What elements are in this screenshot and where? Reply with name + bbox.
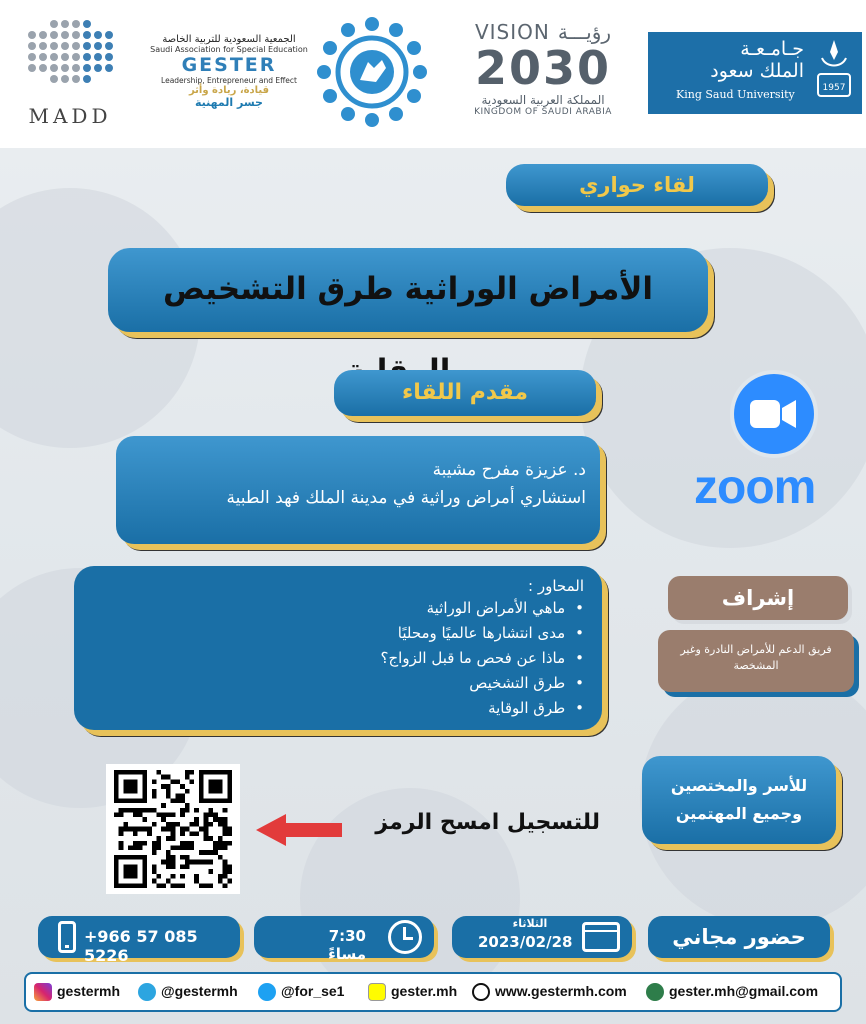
madd-dot bbox=[83, 64, 91, 72]
madd-dot bbox=[39, 31, 47, 39]
phone-number: +966 57 085 5226 bbox=[84, 927, 198, 965]
calendar-icon bbox=[582, 922, 620, 952]
event-time: 7:30 مساءً bbox=[328, 927, 366, 963]
speaker-role: استشاري أمراض وراثية في مدينة الملك فهد الطبية bbox=[226, 488, 586, 508]
logo-strip bbox=[0, 0, 866, 148]
vision-word: VISION bbox=[474, 20, 550, 44]
madd-dot bbox=[50, 75, 58, 83]
contact-label: www.gestermh.com bbox=[495, 983, 627, 999]
madd-dot bbox=[61, 42, 69, 50]
audience-line1: للأسر والمختصين bbox=[670, 776, 808, 795]
madd-dot bbox=[94, 42, 102, 50]
madd-dot bbox=[50, 64, 58, 72]
madd-dot bbox=[105, 64, 113, 72]
ksu-en-name: King Saud University bbox=[676, 88, 795, 101]
speaker-name: د. عزيزة مفرح مشيبة bbox=[432, 460, 586, 480]
madd-dot bbox=[105, 53, 113, 61]
supervision-label: إشراف bbox=[721, 586, 795, 610]
gester-tagline-en: Leadership, Entrepreneur and Effect bbox=[161, 76, 297, 85]
madd-dot bbox=[28, 53, 36, 61]
twitter-icon bbox=[258, 983, 276, 1001]
madd-dot bbox=[50, 42, 58, 50]
presenter-label: مقدم اللقاء bbox=[401, 380, 529, 405]
web-icon bbox=[472, 983, 490, 1001]
event-title-pill bbox=[108, 248, 708, 332]
madd-dot bbox=[72, 64, 80, 72]
gester-ar-name: الجمعية السعودية للتربية الخاصة bbox=[162, 34, 296, 45]
madd-dot bbox=[83, 53, 91, 61]
register-instruction: للتسجيل امسح الرمز bbox=[375, 810, 600, 835]
madd-dot bbox=[83, 42, 91, 50]
ksu-ar-name bbox=[654, 38, 804, 82]
list-item: • ماهي الأمراض الوراثية bbox=[84, 596, 584, 621]
madd-dot bbox=[61, 31, 69, 39]
madd-dot bbox=[61, 53, 69, 61]
topics-label: المحاور : bbox=[528, 577, 584, 595]
madd-dot bbox=[105, 31, 113, 39]
gester-brand: GESTER bbox=[181, 54, 277, 76]
madd-dot bbox=[28, 42, 36, 50]
attendance-pill bbox=[648, 916, 830, 958]
event-type: لقاء حواري bbox=[579, 173, 695, 197]
madd-dot bbox=[94, 53, 102, 61]
madd-dot bbox=[28, 31, 36, 39]
contact-twitter[interactable] bbox=[258, 983, 344, 1003]
zoom-wordmark: zoom bbox=[694, 461, 816, 514]
date-pill bbox=[452, 916, 632, 958]
madd-dots-icon bbox=[28, 20, 112, 90]
madd-dot bbox=[105, 42, 113, 50]
vision-year: 2030 bbox=[474, 41, 612, 95]
kingdom-en: KINGDOM OF SAUDI ARABIA bbox=[474, 107, 612, 117]
madd-dot bbox=[72, 20, 80, 28]
qr-code-icon bbox=[112, 770, 234, 888]
vision-2030-logo bbox=[458, 20, 628, 130]
topics-box bbox=[74, 566, 602, 730]
attendance-text: حضور مجاني bbox=[672, 925, 806, 949]
clock-icon bbox=[388, 920, 422, 954]
topics-list bbox=[84, 596, 584, 721]
ksu-ar-line2: الملك سعود bbox=[710, 60, 804, 82]
madd-dot bbox=[50, 20, 58, 28]
zoom-camera-icon bbox=[734, 374, 814, 454]
madd-dot bbox=[83, 75, 91, 83]
contacts-bar bbox=[24, 972, 842, 1012]
madd-dot bbox=[94, 64, 102, 72]
event-title: الأمراض الوراثية طرق التشخيص bbox=[162, 271, 654, 307]
ksu-seal-icon bbox=[812, 38, 856, 102]
event-day: الثلاثاء bbox=[512, 917, 548, 930]
vision-ar: رؤيـــة bbox=[557, 20, 612, 44]
gester-tagline-ar: قيادة، ريادة وأثر bbox=[188, 85, 270, 96]
contact-label: gester.mh bbox=[391, 983, 458, 999]
phone-icon bbox=[58, 921, 76, 953]
ksu-ar-line1: جـامـعـة bbox=[740, 38, 804, 60]
contact-email[interactable] bbox=[646, 983, 818, 1003]
contact-label: gestermh bbox=[57, 983, 121, 999]
madd-dot bbox=[72, 42, 80, 50]
event-date: 2023/02/28 bbox=[478, 933, 573, 951]
madd-dot bbox=[61, 64, 69, 72]
event-type-pill bbox=[506, 164, 768, 206]
madd-dot bbox=[94, 31, 102, 39]
contact-instagram[interactable] bbox=[34, 983, 120, 1003]
arrow-left-icon bbox=[254, 810, 344, 850]
madd-dot bbox=[72, 53, 80, 61]
madd-dot bbox=[39, 42, 47, 50]
madd-dot bbox=[83, 31, 91, 39]
gester-bridge-ar: جسر المهنية bbox=[195, 96, 263, 109]
contact-website[interactable] bbox=[472, 983, 627, 1003]
list-item: • طرق الوقاية bbox=[84, 696, 584, 721]
madd-dot bbox=[61, 20, 69, 28]
contact-telegram[interactable] bbox=[138, 983, 238, 1003]
contact-snapchat[interactable] bbox=[368, 983, 457, 1003]
madd-dot bbox=[83, 20, 91, 28]
madd-dot bbox=[72, 31, 80, 39]
list-item: • ماذا عن فحص ما قبل الزواج؟ bbox=[84, 646, 584, 671]
audience-box bbox=[642, 756, 836, 844]
gester-en-name: Saudi Association for Special Education bbox=[150, 45, 308, 54]
time-pill bbox=[254, 916, 434, 963]
madd-logo bbox=[20, 20, 120, 130]
contact-label: gester.mh@gmail.com bbox=[669, 983, 819, 999]
madd-dot bbox=[72, 75, 80, 83]
phone-pill[interactable] bbox=[38, 916, 240, 965]
presenter-label-pill bbox=[334, 370, 596, 416]
madd-name: MADD bbox=[28, 104, 112, 128]
snapchat-icon bbox=[368, 983, 386, 1001]
association-emblem-icon bbox=[316, 16, 428, 128]
supervision-team: فريق الدعم للأمراض النادرة وغير المشخصة bbox=[680, 643, 832, 672]
madd-dot bbox=[28, 64, 36, 72]
audience-line2: وجميع المهتمين bbox=[675, 804, 803, 823]
email-icon bbox=[646, 983, 664, 1001]
supervision-label-pill bbox=[668, 576, 848, 620]
ksu-logo bbox=[648, 32, 862, 114]
madd-dot bbox=[61, 75, 69, 83]
madd-dot bbox=[50, 31, 58, 39]
contact-label: @for_se1 bbox=[281, 983, 345, 999]
speaker-box bbox=[116, 436, 600, 544]
registration-qr-code[interactable] bbox=[106, 764, 240, 894]
madd-dot bbox=[39, 64, 47, 72]
list-item: • طرق التشخيص bbox=[84, 671, 584, 696]
contact-label: @gestermh bbox=[161, 983, 238, 999]
ksu-seal-year: 1957 bbox=[822, 83, 846, 93]
kingdom-ar: المملكة العربية السعودية bbox=[481, 93, 605, 107]
instagram-icon bbox=[34, 983, 52, 1001]
madd-dot bbox=[50, 53, 58, 61]
madd-dot bbox=[39, 53, 47, 61]
telegram-icon bbox=[138, 983, 156, 1001]
list-item: • مدى انتشارها عالميًا ومحليًا bbox=[84, 621, 584, 646]
gester-logo bbox=[148, 34, 310, 126]
supervision-team-box bbox=[658, 630, 854, 692]
